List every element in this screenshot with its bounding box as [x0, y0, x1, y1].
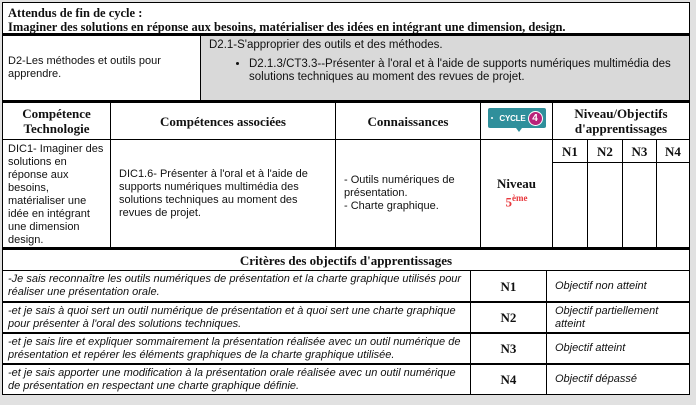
niveau-label: Niveau [497, 176, 536, 192]
criteres-title: Critères des objectifs d'apprentissages [239, 252, 453, 268]
critere-row-4-text [2, 363, 471, 395]
critere-row-2-objective [546, 301, 690, 333]
connaissance-item: - Charte graphique. [344, 200, 439, 212]
header-associees [110, 101, 336, 141]
critere-row-1-text [2, 270, 471, 302]
niveau-suffix: ème [512, 193, 528, 204]
associee-text: DIC1.6- Présenter à l'oral et à l'aide de supports numériques multimédia des solutions techniques au moment des revues de projet. [119, 167, 308, 219]
connaissances-cell [335, 139, 481, 249]
attendus-label: Attendus de fin de cycle : [8, 6, 143, 20]
level-header-n4 [656, 139, 690, 163]
niveau-value [497, 191, 536, 209]
header-connaissances-label: Connaissances [367, 113, 449, 129]
critere-row-4-level [470, 363, 547, 395]
level-header-n1 [552, 139, 588, 163]
critere-level: N1 [500, 278, 517, 294]
associee-cell [110, 139, 336, 249]
level-header-n2 [587, 139, 623, 163]
level-cell-n3[interactable] [622, 162, 657, 249]
header-competence [2, 101, 111, 141]
header-competence-label: Compétence Technologie [22, 106, 91, 136]
domain-bullet: • D2.1.3/CT3.3--Présenter à l'oral et à l'aide de supports numériques multimédia des solutions techniques au moment des revues de projet. [249, 58, 681, 84]
domain-bullet-list [209, 58, 681, 84]
level-label: N4 [665, 143, 681, 159]
critere-row-1-level [470, 270, 547, 302]
critere-text: -Je sais reconnaître les outils numériques de présentation et la charte graphique utilisés pour réaliser une présentation orale. [8, 273, 462, 298]
domain-text: D2-Les méthodes et outils pour apprendre. [8, 55, 161, 80]
header-connaissances [335, 101, 481, 141]
critere-text: -et je sais à quoi sert un outil numérique de présentation et à quoi sert une charte graphique pour présenter à l'oral des solutions techniques. [8, 304, 456, 330]
header-niveau-objectifs [552, 101, 690, 141]
niveau-cell [480, 139, 553, 249]
attendus-header [2, 2, 690, 35]
critere-row-3-level [470, 332, 547, 364]
critere-level: N3 [500, 341, 517, 356]
domain-detail-cell [200, 35, 690, 101]
critere-level: N2 [500, 310, 517, 325]
critere-objective: Objectif partiellement atteint [555, 304, 659, 330]
niveau-number: 5 [505, 194, 512, 210]
level-cell-n4[interactable] [656, 162, 690, 249]
domain-subtitle: D2.1-S'approprier des outils et des méthodes. [209, 39, 443, 51]
critere-level: N4 [500, 372, 517, 387]
header-associees-label: Compétences associées [160, 113, 286, 129]
attendus-text: Imaginer des solutions en réponse aux besoins, matérialiser des idées en intégrant une dimension, design. [8, 20, 566, 34]
critere-row-2-level [470, 301, 547, 333]
critere-row-3-objective [546, 332, 690, 364]
header-niveau-label: Niveau/Objectifs d'apprentissages [574, 106, 668, 136]
critere-row-2-text [2, 301, 471, 333]
level-cell-n2[interactable] [587, 162, 623, 249]
criteres-header [2, 248, 690, 271]
level-label: N1 [562, 143, 578, 159]
level-label: N2 [597, 143, 613, 159]
competence-text: DIC1- Imaginer des solutions en réponse aux besoins, matérialiser une idée en intégrant une dimension design. [8, 143, 104, 246]
level-label: N3 [631, 143, 648, 159]
connaissance-item: - Outils numériques de présentation. [344, 174, 455, 199]
critere-row-1-objective [546, 270, 690, 302]
critere-objective: Objectif non atteint [555, 279, 647, 292]
critere-text: -et je sais lire et expliquer sommairement la présentation réalisée avec un outil numérique de présentation et repérer les éléments graphiques de la charte graphique utilisée. [8, 335, 461, 361]
domain-cell [2, 35, 201, 101]
cycle-badge-label: CYCLE [499, 113, 526, 123]
critere-row-3-text [2, 332, 471, 364]
critere-text: -et je sais apporter une modification à la présentation orale réalisée avec un outil numérique de présentation en respectant une charte graphique définie. [8, 366, 456, 392]
critere-row-4-objective [546, 363, 690, 395]
level-header-n3 [622, 139, 657, 163]
header-cycle [480, 101, 553, 141]
competence-cell [2, 139, 111, 249]
cycle-badge-number: 4 [528, 111, 543, 126]
cycle-4-badge [488, 108, 546, 128]
critere-objective: Objectif atteint [555, 342, 626, 354]
critere-objective: Objectif dépassé [555, 373, 637, 385]
level-cell-n1[interactable] [552, 162, 588, 249]
competency-sheet [2, 2, 690, 394]
